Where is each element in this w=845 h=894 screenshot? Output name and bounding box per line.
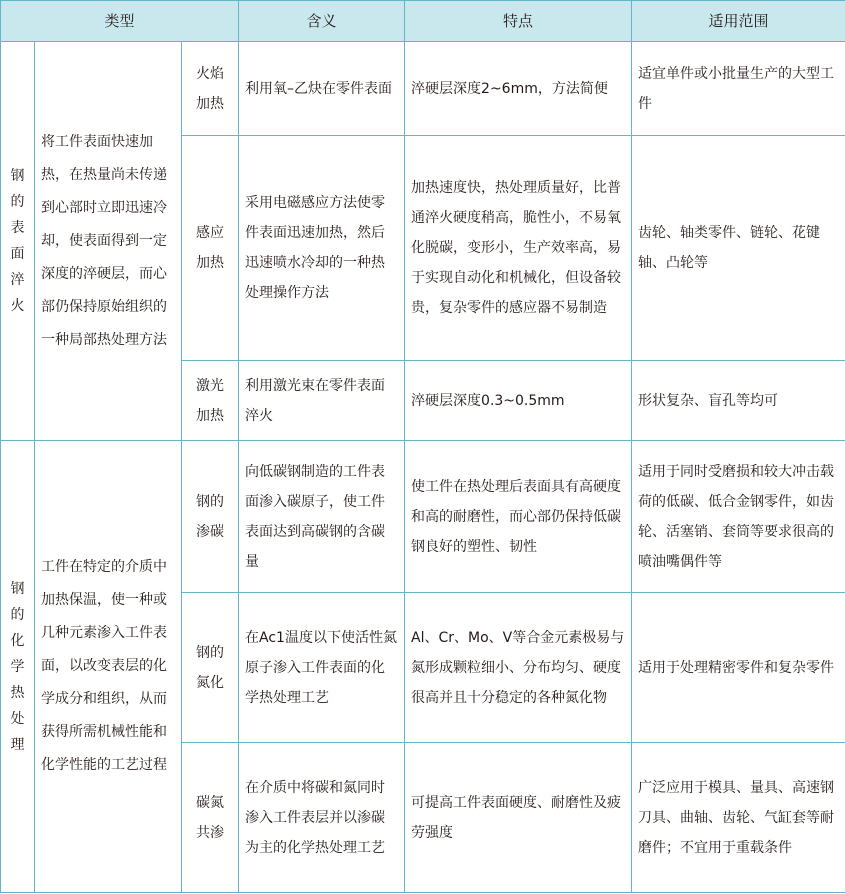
header-feature: 特点: [405, 1, 632, 42]
method-scope: 齿轮、轴类零件、链轮、花键轴、凸轮等: [632, 136, 845, 361]
category-chemical-heat-treatment: 钢的化学热处理: [1, 441, 35, 893]
method-meaning: 在介质中将碳和氮同时渗入工件表层并以渗碳为主的化学热处理工艺: [239, 743, 405, 893]
method-name: 火焰加热: [182, 42, 239, 136]
method-name: 钢的渗碳: [182, 441, 239, 593]
method-feature: 加热速度快，热处理质量好，比普通淬火硬度稍高，脆性小，不易氧化脱碳，变形小，生产效率高，易于实现自动化和机械化，但设备较贵，复杂零件的感应器不易制造: [405, 136, 632, 361]
method-meaning: 在Ac1温度以下使活性氮原子渗入工件表面的化学热处理工艺: [239, 593, 405, 743]
method-name: 碳氮共渗: [182, 743, 239, 893]
method-meaning: 向低碳钢制造的工件表面渗入碳原子，使工件表面达到高碳钢的含碳量: [239, 441, 405, 593]
category-description: 将工件表面快速加热，在热量尚未传递到心部时立即迅速冷却，使表面得到一定深度的淬硬层，而心部仍保持原始组织的一种局部热处理方法: [35, 42, 182, 441]
table-header-row: [1, 1, 845, 42]
table-row: [1, 42, 845, 136]
method-feature: 使工件在热处理后表面具有高硬度和高的耐磨性，而心部仍保持低碳钢良好的塑性、韧性: [405, 441, 632, 593]
category-description: 工件在特定的介质中加热保温，使一种或几种元素渗入工件表面，以改变表层的化学成分和组织，从而获得所需机械性能和化学性能的工艺过程: [35, 441, 182, 893]
table-row: [1, 441, 845, 593]
method-feature: 可提高工件表面硬度、耐磨性及疲劳强度: [405, 743, 632, 893]
method-meaning: 采用电磁感应方法使零件表面迅速加热，然后迅速喷水冷却的一种热处理操作方法: [239, 136, 405, 361]
method-feature: Al、Cr、Mo、V等合金元素极易与氮形成颗粒细小、分布均匀、硬度很高并且十分稳定的各种氮化物: [405, 593, 632, 743]
method-scope: 适用于同时受磨损和较大冲击载荷的低碳、低合金钢零件，如齿轮、活塞销、套筒等要求很高的喷油嘴偶件等: [632, 441, 845, 593]
method-name: 钢的氮化: [182, 593, 239, 743]
method-scope: 适宜单件或小批量生产的大型工件: [632, 42, 845, 136]
category-surface-quenching: 钢的表面淬火: [1, 42, 35, 441]
method-feature: 淬硬层深度0.3~0.5mm: [405, 361, 632, 441]
method-name: 激光加热: [182, 361, 239, 441]
method-scope: 广泛应用于模具、量具、高速钢刀具、曲轴、齿轮、气缸套等耐磨件；不宜用于重载条件: [632, 743, 845, 893]
method-name: 感应加热: [182, 136, 239, 361]
header-type: 类型: [1, 1, 239, 42]
method-scope: 适用于处理精密零件和复杂零件: [632, 593, 845, 743]
method-meaning: 利用氧–乙炔在零件表面: [239, 42, 405, 136]
method-scope: 形状复杂、盲孔等均可: [632, 361, 845, 441]
header-scope: 适用范围: [632, 1, 845, 42]
header-meaning: 含义: [239, 1, 405, 42]
method-feature: 淬硬层深度2~6mm，方法简便: [405, 42, 632, 136]
method-meaning: 利用激光束在零件表面淬火: [239, 361, 405, 441]
